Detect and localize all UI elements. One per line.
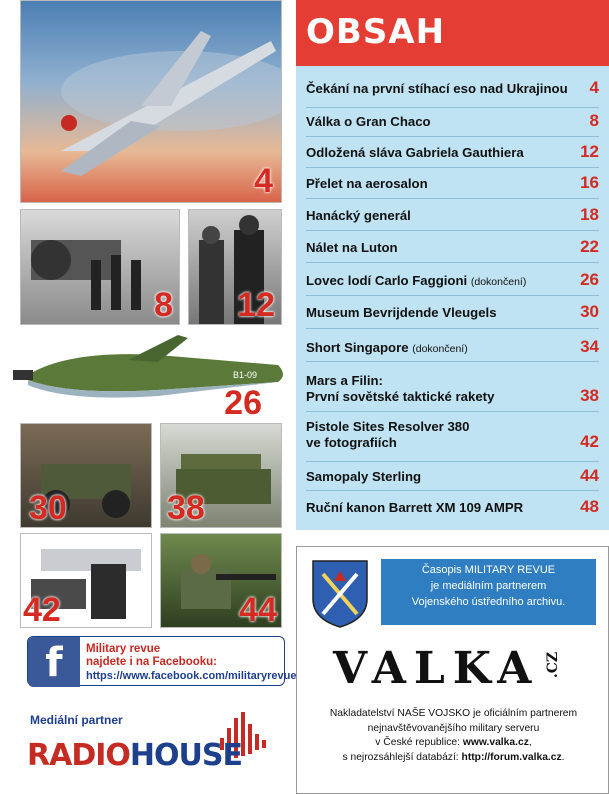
toc-item-title: Odložená sláva Gabriela Gauthiera — [306, 145, 524, 160]
photo-officers — [188, 209, 282, 325]
page-number-badge: 42 — [23, 591, 61, 628]
partner-info-line: je mediálním partnerem — [430, 580, 547, 592]
partner-info-box — [381, 559, 596, 625]
toc-item-title: Lovec lodí Carlo Faggioni (dokončení) — [306, 273, 527, 288]
toc-item-title: Přelet na aerosalon — [306, 176, 428, 191]
toc-item-page: 4 — [589, 78, 599, 97]
toc-item-page: 16 — [580, 173, 599, 192]
photo-bomber-crew — [20, 209, 180, 325]
toc-item-title-line2: První sovětské taktické rakety — [306, 389, 495, 404]
facebook-icon: f — [28, 637, 80, 687]
page-number-badge: 12 — [237, 286, 275, 324]
toc-item-title: Nálet na Luton — [306, 240, 398, 255]
toc-item[interactable] — [306, 199, 599, 231]
toc-item-title: Válka o Gran Chaco — [306, 114, 431, 129]
photo-rocket-launcher — [160, 423, 282, 528]
toc-item-title: Museum Bevrijdende Vleugels — [306, 305, 497, 320]
facebook-promo[interactable] — [27, 636, 297, 686]
page-number-badge: 4 — [254, 162, 273, 200]
toc-item-page: 30 — [580, 302, 599, 321]
valka-logo: VALKA — [333, 643, 540, 694]
toc-item[interactable] — [306, 231, 599, 263]
toc-item[interactable] — [306, 263, 599, 296]
facebook-subtitle: najdete i na Facebooku: — [86, 656, 217, 668]
partner-description-line: nejnavštěvovanějšího military serveru — [367, 722, 540, 734]
toc-item[interactable] — [306, 168, 599, 199]
forum-link[interactable]: http://forum.valka.cz — [461, 751, 562, 763]
valka-logo-cz: .CZ — [545, 651, 562, 679]
toc-item-page: 34 — [580, 337, 599, 356]
toc-item-title: Čekání na první stíhací eso nad Ukrajinou — [306, 81, 568, 96]
toc-item-page: 18 — [580, 205, 599, 224]
partner-info-line: Vojenského ústředního archivu. — [411, 596, 566, 608]
toc-item[interactable] — [306, 491, 599, 523]
facebook-title: Military revue — [86, 643, 161, 655]
toc-item[interactable] — [306, 362, 599, 412]
valka-link[interactable]: www.valka.cz — [462, 737, 529, 748]
toc-item-title: Samopaly Sterling — [306, 469, 422, 484]
toc-item-note: (dokončení) — [412, 343, 468, 355]
toc-item[interactable] — [306, 108, 599, 137]
toc-item-page: 42 — [580, 432, 599, 451]
toc-item-page: 44 — [580, 466, 599, 485]
toc-item-note: (dokončení) — [470, 276, 527, 288]
page-number-badge: 44 — [239, 591, 277, 628]
toc-item-page: 38 — [580, 386, 599, 405]
toc-item-page: 26 — [580, 270, 599, 289]
toc-item[interactable] — [306, 412, 599, 462]
toc-item[interactable] — [306, 462, 599, 491]
partner-ad-box — [296, 546, 609, 794]
partner-description-line: Nakladatelství NAŠE VOJSKO je oficiálním partnerem — [329, 708, 578, 719]
toc-item-title: Mars a Filin: — [306, 373, 383, 388]
toc-item-title: Short Singapore (dokončení) — [306, 340, 468, 355]
page-number-badge: 8 — [154, 286, 173, 324]
toc-item[interactable] — [306, 137, 599, 168]
toc-item-page: 8 — [589, 111, 599, 130]
toc-item-title: Pistole Sites Resolver 380 — [306, 419, 470, 434]
toc-item-title-line2: ve fotografiích — [306, 435, 397, 450]
partner-description — [297, 707, 609, 765]
photo-fighter-jet — [20, 0, 282, 203]
aircraft-code: B1-09 — [233, 370, 258, 380]
toc-item-page: 12 — [580, 142, 599, 161]
partner-info-line: Časopis MILITARY REVUE — [421, 564, 556, 576]
toc-item-title: Ruční kanon Barrett XM 109 AMPR — [306, 500, 524, 515]
radiohouse-logo: RADIOHOUSE — [27, 738, 242, 773]
page-number-badge: 30 — [29, 489, 67, 527]
table-of-contents — [296, 0, 609, 530]
partner-description-line: s nejrozsáhlejší databází: http://forum.valka.cz. — [342, 751, 565, 763]
archive-shield-icon — [311, 559, 369, 629]
jet-illustration — [21, 1, 282, 203]
photo-pistol — [20, 533, 152, 628]
toc-item-page: 22 — [580, 237, 599, 256]
toc-item[interactable] — [306, 296, 599, 329]
toc-header — [296, 0, 609, 66]
toc-item[interactable] — [306, 76, 599, 108]
illustration-aircraft-profile — [8, 330, 290, 420]
photo-soldier-smg — [160, 533, 282, 628]
toc-item[interactable] — [306, 329, 599, 362]
page-number-badge: 26 — [224, 384, 262, 422]
toc-title: OBSAH — [306, 12, 446, 52]
facebook-link[interactable]: https://www.facebook.com/militaryrevue — [86, 670, 297, 682]
toc-item-title: Hanácký generál — [306, 208, 411, 223]
photo-jeep-museum — [20, 423, 152, 528]
media-partner-label: Mediální partner — [30, 713, 123, 727]
partner-description-line: v České republice: www.valka.cz, — [375, 737, 532, 748]
page-number-badge: 38 — [167, 489, 205, 527]
toc-item-page: 48 — [580, 497, 599, 516]
